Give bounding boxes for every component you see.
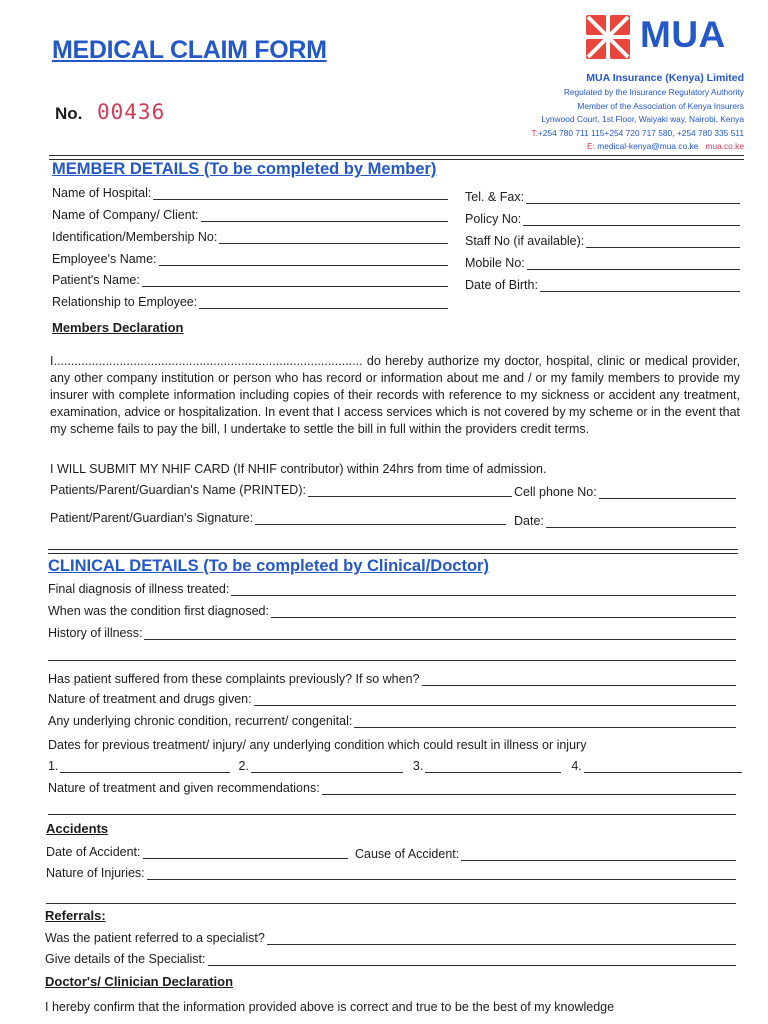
members-declaration-heading: Members Declaration	[52, 320, 184, 335]
date-line-2[interactable]	[251, 761, 403, 773]
member-details-heading: MEMBER DETAILS (To be completed by Member)	[52, 160, 437, 178]
field-label: Relationship to Employee:	[52, 295, 198, 309]
divider	[48, 553, 738, 554]
date-of-accident-field[interactable]	[46, 845, 348, 859]
field-line	[527, 258, 740, 270]
email-prefix: E:	[586, 141, 595, 152]
field-line	[322, 783, 736, 795]
hospital-name-field[interactable]	[52, 186, 448, 200]
field-line	[599, 487, 736, 499]
field-line	[267, 933, 736, 945]
patient-name-field[interactable]	[52, 273, 448, 287]
clinical-details-heading: CLINICAL DETAILS (To be completed by Clinical/Doctor)	[48, 557, 489, 575]
form-number-value: 00436	[97, 100, 166, 124]
divider	[48, 549, 738, 550]
field-label: Employee's Name:	[52, 252, 157, 266]
logo-text: MUA	[640, 14, 726, 55]
number-label: 2.	[238, 759, 249, 773]
field-line	[199, 297, 448, 309]
dates-previous-treatment-text: Dates for previous treatment/ injury/ any underlying condition which could result in illness or injury	[48, 738, 587, 752]
field-line	[523, 214, 740, 226]
field-label: Policy No:	[465, 212, 522, 226]
field-line	[147, 868, 736, 880]
printed-name-field[interactable]	[50, 483, 512, 497]
nature-of-injuries-field[interactable]	[46, 866, 736, 880]
number-label: 3.	[412, 759, 424, 773]
cell-phone-field[interactable]	[514, 485, 736, 499]
accidents-heading: Accidents	[46, 821, 109, 836]
field-line	[219, 232, 448, 244]
field-line	[586, 236, 740, 248]
field-label: Name of Company/ Client:	[52, 208, 199, 222]
doctor-declaration-heading: Doctor's/ Clinician Declaration	[45, 974, 234, 989]
field-label: Patient's Name:	[52, 273, 140, 287]
field-label: Was the patient referred to a specialist?	[45, 931, 265, 945]
field-label: Identification/Membership No:	[52, 230, 218, 244]
date-line-4[interactable]	[584, 761, 742, 773]
field-line	[153, 188, 448, 200]
field-label: Staff No (if available):	[465, 234, 585, 248]
divider	[49, 155, 744, 156]
confirm-text: I hereby confirm that the information provided above is correct and true to be the best of my knowledge	[45, 1000, 615, 1014]
phone-prefix: T:	[531, 127, 538, 138]
company-client-field[interactable]	[52, 208, 448, 222]
chronic-condition-field[interactable]	[48, 714, 736, 728]
form-title: MEDICAL CLAIM FORM	[52, 36, 327, 64]
field-line	[461, 849, 736, 861]
number-label: 1.	[48, 759, 59, 773]
field-line	[526, 192, 740, 204]
company-phones	[531, 127, 744, 141]
field-label: History of illness:	[48, 626, 143, 640]
field-label: Tel. & Fax:	[465, 190, 525, 204]
relationship-field[interactable]	[52, 295, 448, 309]
first-diagnosed-field[interactable]	[48, 604, 736, 618]
field-label: Patient/Parent/Guardian's Signature:	[50, 511, 254, 525]
form-number-label: No.	[55, 104, 83, 123]
field-line	[540, 280, 740, 292]
signature-field[interactable]	[50, 511, 506, 525]
mobile-no-field[interactable]	[465, 256, 740, 270]
declaration-text: I......................................................................................... do hereby authorize my doctor, hospital, clinic or medical provider, any other company institution or person who has record or information about me and / or my family members to provide my insurer with complete information including copies of their records with reference to my sickness or accident any treatment, examination, advice or hospitalization. In event that I access services which is not covered by my scheme or in the event that my scheme fails to pay the bill, I undertake to settle the bill in full within the providers credit terms.	[50, 354, 740, 436]
field-label: Any underlying chronic condition, recurrent/ congenital:	[48, 714, 353, 728]
membership-no-field[interactable]	[52, 230, 448, 244]
field-label: Mobile No:	[465, 256, 525, 270]
number-label: 4.	[571, 759, 582, 773]
company-line: Lynwood Court, 1st Floor, Waiyaki way, Nairobi, Kenya	[541, 114, 744, 125]
field-line	[254, 694, 736, 706]
field-label: Nature of Injuries:	[46, 866, 145, 880]
tel-fax-field[interactable]	[465, 190, 740, 204]
field-label: Cause of Accident:	[355, 847, 460, 861]
phone-numbers: +254 780 711 115+254 720 717 580, +254 780 335 511	[537, 127, 744, 138]
field-label: Nature of treatment and drugs given:	[48, 692, 252, 706]
company-website: mua.co.ke	[705, 141, 744, 152]
company-info	[531, 70, 744, 154]
referrals-heading: Referrals:	[45, 908, 106, 923]
policy-no-field[interactable]	[465, 212, 740, 226]
field-line	[144, 628, 736, 640]
blank-line[interactable]	[46, 903, 736, 904]
staff-no-field[interactable]	[465, 234, 740, 248]
date-of-birth-field[interactable]	[465, 278, 740, 292]
company-line: Regulated by the Insurance Regulatory Authority	[563, 87, 744, 97]
field-line	[231, 584, 736, 596]
field-line	[142, 275, 448, 287]
field-line	[271, 606, 736, 618]
date-line-1[interactable]	[60, 761, 230, 773]
field-line	[354, 716, 736, 728]
field-line	[201, 210, 448, 222]
field-label: Name of Hospital:	[52, 186, 152, 200]
employee-name-field[interactable]	[52, 252, 448, 266]
field-label: Date:	[514, 514, 544, 528]
field-line	[159, 254, 448, 266]
field-label: Date of Birth:	[465, 278, 538, 292]
numbered-dates-row	[48, 759, 742, 773]
specialist-details-field[interactable]	[45, 952, 736, 966]
field-label: Cell phone No:	[514, 485, 597, 499]
previous-complaints-field[interactable]	[48, 672, 736, 686]
field-label: Final diagnosis of illness treated:	[48, 582, 230, 596]
date-field[interactable]	[514, 514, 736, 528]
nhif-text: I WILL SUBMIT MY NHIF CARD (If NHIF contributor) within 24hrs from time of admission.	[50, 462, 547, 476]
field-line	[255, 513, 506, 525]
mua-logo-icon	[583, 12, 633, 62]
field-label: Date of Accident:	[46, 845, 141, 859]
field-label: Patients/Parent/Guardian's Name (PRINTED):	[50, 483, 306, 497]
field-line	[143, 847, 348, 859]
field-label: Has patient suffered from these complaints previously? If so when?	[48, 672, 420, 686]
blank-line[interactable]	[48, 660, 736, 661]
field-label: Nature of treatment and given recommendations:	[48, 781, 320, 795]
blank-line[interactable]	[48, 814, 736, 815]
company-email-row	[531, 140, 744, 154]
referred-specialist-field[interactable]	[45, 931, 736, 945]
recommendations-field[interactable]	[48, 781, 736, 795]
field-label: Give details of the Specialist:	[45, 952, 206, 966]
treatment-drugs-field[interactable]	[48, 692, 736, 706]
cause-of-accident-field[interactable]	[355, 847, 736, 861]
field-line	[422, 674, 737, 686]
field-line	[546, 516, 736, 528]
company-email: medical-kenya@mua.co.ke	[597, 141, 699, 152]
company-name: MUA Insurance (Kenya) Limited	[586, 72, 744, 84]
field-label: When was the condition first diagnosed:	[48, 604, 269, 618]
field-line	[208, 954, 737, 966]
final-diagnosis-field[interactable]	[48, 582, 736, 596]
field-line	[308, 485, 512, 497]
company-line: Member of the Association of Kenya Insurers	[577, 100, 744, 111]
history-field[interactable]	[48, 626, 736, 640]
date-line-3[interactable]	[425, 761, 561, 773]
